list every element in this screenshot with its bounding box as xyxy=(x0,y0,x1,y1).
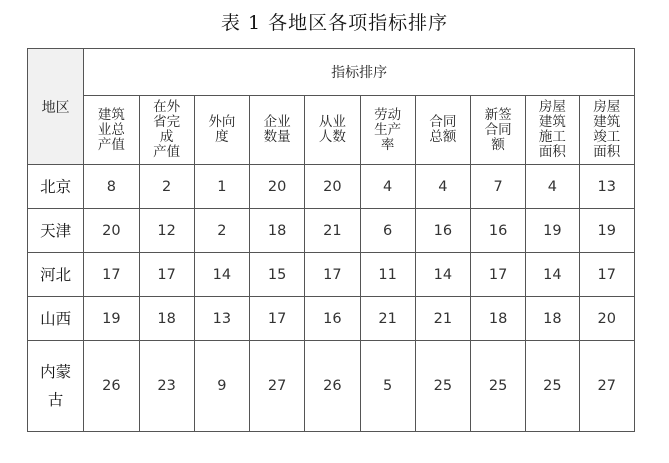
indicator-group-header: 指标排序 xyxy=(84,49,635,96)
rank-value-cell: 7 xyxy=(471,165,526,209)
rank-value-cell: 20 xyxy=(305,165,360,209)
rank-value-cell: 17 xyxy=(250,297,305,341)
rank-value-cell: 26 xyxy=(305,341,360,432)
rank-value-cell: 17 xyxy=(84,253,139,297)
rank-value-cell: 21 xyxy=(360,297,415,341)
rank-value-cell: 16 xyxy=(471,209,526,253)
region-name-cell: 北京 xyxy=(28,165,84,209)
indicator-column-header: 新签 合同 额 xyxy=(471,96,526,165)
rank-value-cell: 2 xyxy=(139,165,194,209)
rank-value-cell: 23 xyxy=(139,341,194,432)
table-row xyxy=(28,165,635,209)
rank-value-cell: 9 xyxy=(194,341,249,432)
rank-value-cell: 16 xyxy=(415,209,470,253)
rank-value-cell: 18 xyxy=(250,209,305,253)
table-row xyxy=(28,253,635,297)
indicator-column-header: 企业 数量 xyxy=(250,96,305,165)
region-column-header: 地区 xyxy=(28,49,84,165)
rank-value-cell: 6 xyxy=(360,209,415,253)
rank-value-cell: 21 xyxy=(305,209,360,253)
rank-value-cell: 20 xyxy=(250,165,305,209)
rank-value-cell: 19 xyxy=(526,209,579,253)
rank-value-cell: 27 xyxy=(250,341,305,432)
table-row xyxy=(28,209,635,253)
rank-value-cell: 1 xyxy=(194,165,249,209)
rank-value-cell: 27 xyxy=(579,341,634,432)
rank-value-cell: 20 xyxy=(579,297,634,341)
indicator-column-header: 从业 人数 xyxy=(305,96,360,165)
rank-value-cell: 2 xyxy=(194,209,249,253)
rank-value-cell: 14 xyxy=(526,253,579,297)
rank-value-cell: 21 xyxy=(415,297,470,341)
rank-value-cell: 17 xyxy=(305,253,360,297)
rank-value-cell: 14 xyxy=(415,253,470,297)
region-name-cell: 河北 xyxy=(28,253,84,297)
indicator-column-header: 在外 省完 成 产值 xyxy=(139,96,194,165)
rank-value-cell: 13 xyxy=(194,297,249,341)
rank-value-cell: 19 xyxy=(579,209,634,253)
table-title: 表 1 各地区各项指标排序 xyxy=(220,12,449,34)
rank-value-cell: 25 xyxy=(471,341,526,432)
rank-value-cell: 25 xyxy=(526,341,579,432)
region-name-cell: 山西 xyxy=(28,297,84,341)
indicator-column-header: 劳动 生产 率 xyxy=(360,96,415,165)
indicator-column-header: 外向 度 xyxy=(194,96,249,165)
rank-value-cell: 15 xyxy=(250,253,305,297)
rank-value-cell: 5 xyxy=(360,341,415,432)
indicator-column-header: 房屋 建筑 施工 面积 xyxy=(526,96,579,165)
ranking-table xyxy=(27,48,635,432)
indicator-column-header: 房屋 建筑 竣工 面积 xyxy=(579,96,634,165)
rank-value-cell: 17 xyxy=(471,253,526,297)
rank-value-cell: 4 xyxy=(360,165,415,209)
rank-value-cell: 16 xyxy=(305,297,360,341)
table-row xyxy=(28,297,635,341)
rank-value-cell: 18 xyxy=(526,297,579,341)
rank-value-cell: 25 xyxy=(415,341,470,432)
rank-value-cell: 4 xyxy=(415,165,470,209)
rank-value-cell: 17 xyxy=(139,253,194,297)
table-row xyxy=(28,341,635,432)
rank-value-cell: 13 xyxy=(579,165,634,209)
rank-value-cell: 4 xyxy=(526,165,579,209)
rank-value-cell: 14 xyxy=(194,253,249,297)
rank-value-cell: 18 xyxy=(139,297,194,341)
rank-value-cell: 17 xyxy=(579,253,634,297)
rank-value-cell: 8 xyxy=(84,165,139,209)
region-name-cell: 天津 xyxy=(28,209,84,253)
rank-value-cell: 11 xyxy=(360,253,415,297)
rank-value-cell: 26 xyxy=(84,341,139,432)
rank-value-cell: 18 xyxy=(471,297,526,341)
rank-value-cell: 20 xyxy=(84,209,139,253)
indicator-column-header: 建筑 业总 产值 xyxy=(84,96,139,165)
rank-value-cell: 12 xyxy=(139,209,194,253)
indicator-column-header: 合同 总额 xyxy=(415,96,470,165)
region-name-cell: 内蒙 古 xyxy=(28,341,84,432)
rank-value-cell: 19 xyxy=(84,297,139,341)
